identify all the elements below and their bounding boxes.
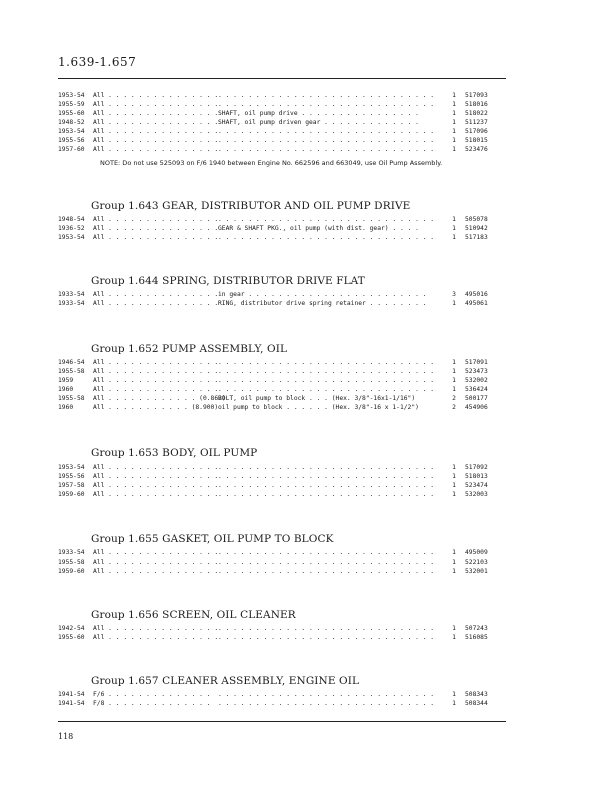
description-cell: . . . . . . . . . . . . . . . . . . . . . . . . . . . . . [218, 146, 435, 153]
parts-row [58, 633, 508, 642]
page-number: 118 [58, 732, 74, 741]
model-cell: All . . . . . . . . . . . . . . . [93, 559, 219, 566]
year-cell: 1955-60 [58, 634, 85, 641]
model-cell: All . . . . . . . . . . . . . . . [93, 368, 219, 375]
model-cell: All . . . . . . . . . . . . (0.862) [93, 395, 226, 402]
year-cell: 1933-54 [58, 549, 85, 556]
year-cell: 1955-58 [58, 395, 85, 402]
model-cell: All . . . . . . . . . . . . . . . [93, 549, 219, 556]
description-cell: . . . . . . . . . . . . . . . . . . . . . . . . . . . . . [218, 92, 435, 99]
year-cell: 1941-54 [58, 700, 85, 707]
part-number-cell: 495016 [465, 291, 488, 298]
parts-row [58, 385, 508, 394]
parts-row [58, 367, 508, 376]
model-cell: All . . . . . . . . . . . . . . . [93, 482, 219, 489]
part-number-cell: 508343 [465, 691, 488, 698]
description-cell: . . . . . . . . . . . . . . . . . . . . . . . . . . . . . [218, 473, 435, 480]
model-cell: All . . . . . . . . . . . . . . . [93, 291, 219, 298]
page-header-range: 1.639-1.657 [58, 55, 137, 69]
description-cell: . . . . . . . . . . . . . . . . . . . . . . . . . . . . . [218, 549, 435, 556]
parts-row [58, 690, 508, 699]
quantity-cell: 1 [452, 234, 456, 241]
model-cell: All . . . . . . . . . . . . . . . [93, 300, 219, 307]
part-number-cell: 532003 [465, 491, 488, 498]
parts-row [58, 127, 508, 136]
description-cell: . . . . . . . . . . . . . . . . . . . . . . . . . . . . . [218, 559, 435, 566]
year-cell: 1953-54 [58, 234, 85, 241]
parts-row [58, 100, 508, 109]
part-number-cell: 517183 [465, 234, 488, 241]
group-title: Group 1.653 BODY, OIL PUMP [91, 447, 258, 459]
group-title: Group 1.656 SCREEN, OIL CLEANER [91, 609, 296, 621]
year-cell: 1955-58 [58, 559, 85, 566]
part-number-cell: 518016 [465, 101, 488, 108]
description-cell: . . . . . . . . . . . . . . . . . . . . . . . . . . . . . [218, 700, 435, 707]
part-number-cell: 505078 [465, 216, 488, 223]
model-cell: All . . . . . . . . . . . . . . . [93, 146, 219, 153]
year-cell: 1948-52 [58, 119, 85, 126]
group-title: Group 1.655 GASKET, OIL PUMP TO BLOCK [91, 533, 334, 545]
part-number-cell: 507243 [465, 625, 488, 632]
parts-row [58, 91, 508, 100]
quantity-cell: 3 [452, 291, 456, 298]
quantity-cell: 2 [452, 404, 456, 411]
part-number-cell: 500177 [465, 395, 488, 402]
description-cell: BOLT, oil pump to block . . . (Hex. 3/8"-16x1-1/16") [218, 395, 416, 402]
part-number-cell: 510942 [465, 225, 488, 232]
description-cell: . . . . . . . . . . . . . . . . . . . . . . . . . . . . . [218, 234, 435, 241]
part-number-cell: 517096 [465, 128, 488, 135]
part-number-cell: 495061 [465, 300, 488, 307]
quantity-cell: 1 [452, 691, 456, 698]
description-cell: . . . . . . . . . . . . . . . . . . . . . . . . . . . . . [218, 386, 435, 393]
parts-row [58, 403, 508, 412]
year-cell: 1960 [58, 404, 74, 411]
part-number-cell: 511237 [465, 119, 488, 126]
parts-row [58, 394, 508, 403]
group-title: Group 1.652 PUMP ASSEMBLY, OIL [91, 343, 288, 355]
part-number-cell: 523473 [465, 368, 488, 375]
year-cell: 1946-54 [58, 359, 85, 366]
quantity-cell: 1 [452, 92, 456, 99]
model-cell: All . . . . . . . . . . . . . . . [93, 473, 219, 480]
description-cell: . . . . . . . . . . . . . . . . . . . . . . . . . . . . . [218, 464, 435, 471]
year-cell: 1948-54 [58, 216, 85, 223]
quantity-cell: 1 [452, 225, 456, 232]
description-cell: oil pump to block . . . . . . (Hex. 3/8"-16 x 1-1/2") [218, 404, 419, 411]
parts-row [58, 299, 508, 308]
group-title: Group 1.657 CLEANER ASSEMBLY, ENGINE OIL [91, 675, 360, 687]
year-cell: 1959-60 [58, 568, 85, 575]
quantity-cell: 1 [452, 700, 456, 707]
year-cell: 1936-52 [58, 225, 85, 232]
part-number-cell: 536424 [465, 386, 488, 393]
quantity-cell: 1 [452, 101, 456, 108]
quantity-cell: 1 [452, 491, 456, 498]
group-title: Group 1.643 GEAR, DISTRIBUTOR AND OIL PUMP DRIVE [91, 200, 411, 212]
part-number-cell: 516085 [465, 634, 488, 641]
year-cell: 1959-60 [58, 491, 85, 498]
quantity-cell: 1 [452, 119, 456, 126]
model-cell: F/6 . . . . . . . . . . . . . . [93, 691, 211, 698]
parts-row [58, 224, 508, 233]
part-number-cell: 454906 [465, 404, 488, 411]
parts-row [58, 136, 508, 145]
parts-row [58, 567, 508, 576]
quantity-cell: 1 [452, 216, 456, 223]
note-text: NOTE: Do not use 525093 on F/6 1940 between Engine No. 662596 and 663049, use Oil Pump Assembly. [100, 159, 443, 167]
quantity-cell: 1 [452, 559, 456, 566]
parts-row [58, 463, 508, 472]
year-cell: 1959 [58, 377, 74, 384]
part-number-cell: 518015 [465, 137, 488, 144]
description-cell: . . . . . . . . . . . . . . . . . . . . . . . . . . . . . [218, 634, 435, 641]
year-cell: 1941-54 [58, 691, 85, 698]
model-cell: All . . . . . . . . . . . . . . . [93, 216, 219, 223]
description-cell: . . . . . . . . . . . . . . . . . . . . . . . . . . . . . [218, 359, 435, 366]
year-cell: 1955-56 [58, 473, 85, 480]
description-cell: . . . . . . . . . . . . . . . . . . . . . . . . . . . . . [218, 128, 435, 135]
quantity-cell: 1 [452, 146, 456, 153]
quantity-cell: 1 [452, 359, 456, 366]
description-cell: RING, distributor drive spring retainer . . . . . . . . [218, 300, 427, 307]
part-number-cell: 508344 [465, 700, 488, 707]
part-number-cell: 523476 [465, 146, 488, 153]
model-cell: All . . . . . . . . . . . . . . . [93, 137, 219, 144]
quantity-cell: 1 [452, 368, 456, 375]
quantity-cell: 1 [452, 128, 456, 135]
parts-row [58, 109, 508, 118]
description-cell: SHAFT, oil pump drive . . . . . . . . . . . . . . . . [218, 110, 419, 117]
model-cell: All . . . . . . . . . . . . . . . [93, 634, 219, 641]
description-cell: . . . . . . . . . . . . . . . . . . . . . . . . . . . . . [218, 377, 435, 384]
quantity-cell: 1 [452, 625, 456, 632]
part-number-cell: 517091 [465, 359, 488, 366]
description-cell: SHAFT, oil pump driven gear . . . . . . . . . . . . . [218, 119, 419, 126]
description-cell: . . . . . . . . . . . . . . . . . . . . . . . . . . . . . [218, 491, 435, 498]
model-cell: All . . . . . . . . . . . . . . . [93, 464, 219, 471]
footer-divider [58, 721, 506, 722]
part-number-cell: 532001 [465, 568, 488, 575]
part-number-cell: 517093 [465, 92, 488, 99]
parts-row [58, 472, 508, 481]
quantity-cell: 1 [452, 110, 456, 117]
parts-row [58, 558, 508, 567]
description-cell: . . . . . . . . . . . . . . . . . . . . . . . . . . . . . [218, 482, 435, 489]
parts-row [58, 699, 508, 708]
model-cell: All . . . . . . . . . . . . . . . [93, 119, 219, 126]
quantity-cell: 1 [452, 377, 456, 384]
model-cell: All . . . . . . . . . . . . . . . [93, 92, 219, 99]
quantity-cell: 1 [452, 300, 456, 307]
year-cell: 1933-54 [58, 300, 85, 307]
quantity-cell: 1 [452, 549, 456, 556]
year-cell: 1957-60 [58, 146, 85, 153]
model-cell: All . . . . . . . . . . . . . . . [93, 491, 219, 498]
parts-row [58, 481, 508, 490]
year-cell: 1955-59 [58, 101, 85, 108]
quantity-cell: 1 [452, 568, 456, 575]
part-number-cell: 517092 [465, 464, 488, 471]
year-cell: 1953-54 [58, 92, 85, 99]
model-cell: F/8 . . . . . . . . . . . . . . [93, 700, 211, 707]
model-cell: All . . . . . . . . . . . (8.900) [93, 404, 219, 411]
part-number-cell: 522103 [465, 559, 488, 566]
description-cell: . . . . . . . . . . . . . . . . . . . . . . . . . . . . . [218, 137, 435, 144]
model-cell: All . . . . . . . . . . . . . . . [93, 128, 219, 135]
model-cell: All . . . . . . . . . . . . . . . [93, 225, 219, 232]
parts-row [58, 490, 508, 499]
model-cell: All . . . . . . . . . . . . . . . [93, 101, 219, 108]
year-cell: 1955-58 [58, 368, 85, 375]
model-cell: All . . . . . . . . . . . . . . . [93, 386, 219, 393]
description-cell: . . . . . . . . . . . . . . . . . . . . . . . . . . . . . [218, 101, 435, 108]
model-cell: All . . . . . . . . . . . . . . . [93, 110, 219, 117]
year-cell: 1960 [58, 386, 74, 393]
year-cell: 1955-60 [58, 110, 85, 117]
quantity-cell: 1 [452, 482, 456, 489]
year-cell: 1953-54 [58, 128, 85, 135]
description-cell: . . . . . . . . . . . . . . . . . . . . . . . . . . . . . [218, 691, 435, 698]
model-cell: All . . . . . . . . . . . . . . . [93, 234, 219, 241]
year-cell: 1933-54 [58, 291, 85, 298]
quantity-cell: 1 [452, 464, 456, 471]
description-cell: . . . . . . . . . . . . . . . . . . . . . . . . . . . . . [218, 568, 435, 575]
quantity-cell: 1 [452, 473, 456, 480]
quantity-cell: 1 [452, 634, 456, 641]
part-number-cell: 518013 [465, 473, 488, 480]
part-number-cell: 523474 [465, 482, 488, 489]
quantity-cell: 2 [452, 395, 456, 402]
description-cell: . . . . . . . . . . . . . . . . . . . . . . . . . . . . . [218, 216, 435, 223]
part-number-cell: 495009 [465, 549, 488, 556]
model-cell: All . . . . . . . . . . . . . . . [93, 359, 219, 366]
part-number-cell: 518022 [465, 110, 488, 117]
description-cell: GEAR & SHAFT PKG., oil pump (with dist. gear) . . . . [218, 225, 419, 232]
quantity-cell: 1 [452, 137, 456, 144]
year-cell: 1942-54 [58, 625, 85, 632]
description-cell: . . . . . . . . . . . . . . . . . . . . . . . . . . . . . [218, 625, 435, 632]
year-cell: 1957-58 [58, 482, 85, 489]
year-cell: 1953-54 [58, 464, 85, 471]
description-cell: . . . . . . . . . . . . . . . . . . . . . . . . . . . . . [218, 368, 435, 375]
model-cell: All . . . . . . . . . . . . . . . [93, 625, 219, 632]
group-title: Group 1.644 SPRING, DISTRIBUTOR DRIVE FLAT [91, 275, 365, 287]
model-cell: All . . . . . . . . . . . . . . . [93, 568, 219, 575]
parts-row [58, 215, 508, 224]
quantity-cell: 1 [452, 386, 456, 393]
parts-row [58, 358, 508, 367]
parts-row [58, 376, 508, 385]
year-cell: 1955-56 [58, 137, 85, 144]
parts-row [58, 118, 508, 127]
parts-row [58, 624, 508, 633]
parts-row [58, 548, 508, 557]
header-divider [58, 78, 506, 79]
parts-row [58, 290, 508, 299]
description-cell: in gear . . . . . . . . . . . . . . . . . . . . . . . . [218, 291, 427, 298]
part-number-cell: 532002 [465, 377, 488, 384]
parts-row [58, 145, 508, 154]
parts-row [58, 233, 508, 242]
model-cell: All . . . . . . . . . . . . . . . [93, 377, 219, 384]
